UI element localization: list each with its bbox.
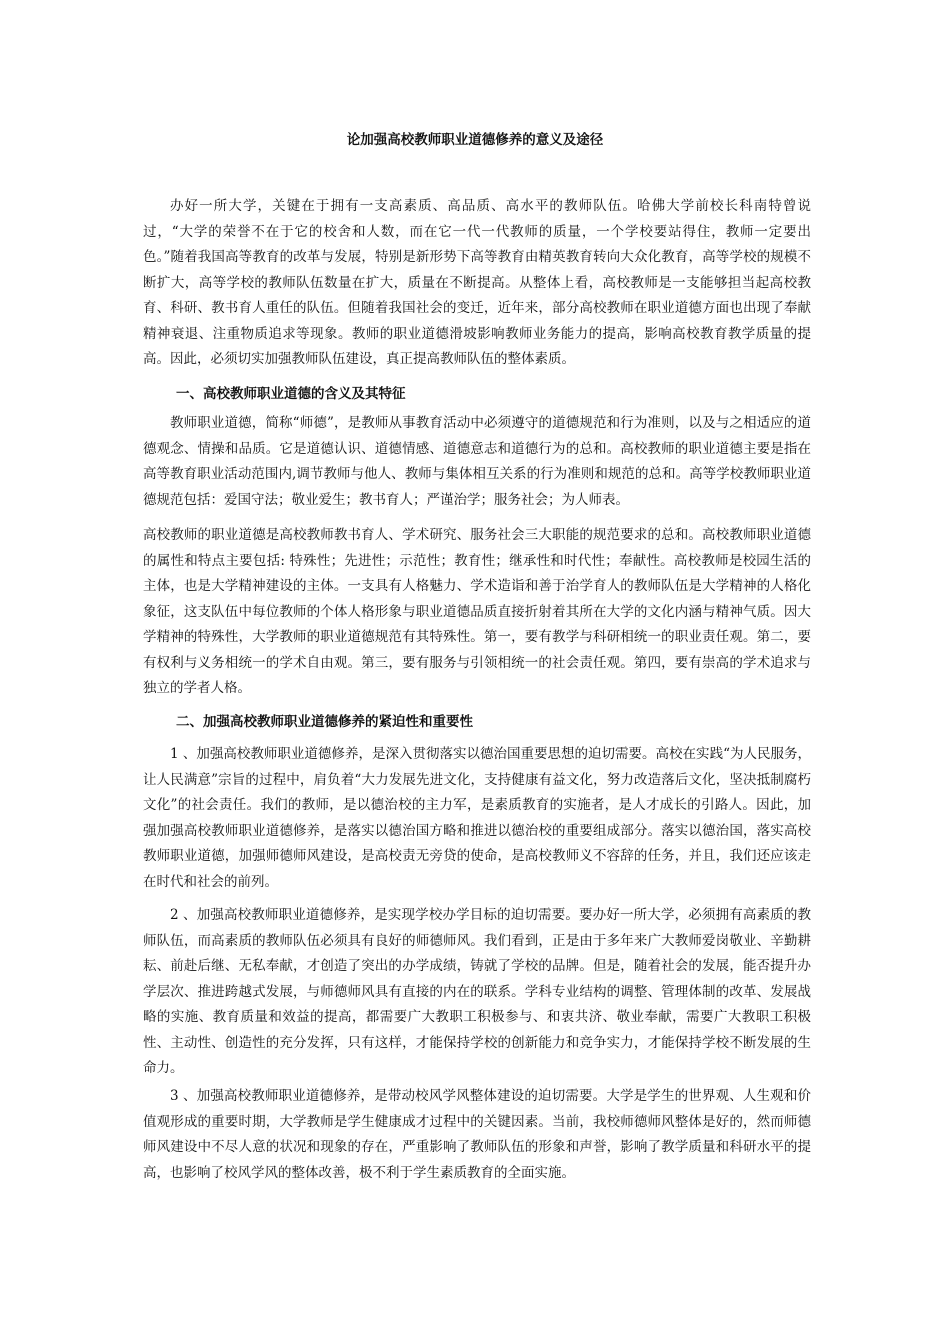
intro-paragraph: 办好一所大学，关键在于拥有一支高素质、高品质、高水平的教师队伍。哈佛大学前校长科南特曾说过，“大学的荣誉不在于它的校舍和人数，而在它一代一代教师的质量，一个学校要站得住，教师一定要出色。”随着我国高等教育的改革与发展，特别是新形势下高等教育由精英教育转向大众化教育，高等学校的规模不断扩大，高等学校的教师队伍数量在扩大，质量在不断提高。从整体上看，高校教师是一支能够担当起高校教育、科研、教书育人重任的队伍。但随着我国社会的变迁，近年来，部分高校教师在职业道德方面也出现了奉献精神衰退、注重物质追求等现象。教师的职业道德滑坡影响教师业务能力的提高，影响高校教育教学质量的提高。因此，必须切实加强教师队伍建设，真正提高教师队伍的整体素质。: [143, 198, 811, 367]
section2-point-2: 2 、加强高校教师职业道德修养，是实现学校办学目标的迫切需要。要办好一所大学，必须拥有高素质的教师队伍，而高素质的教师队伍必须具有良好的师德师风。我们看到，正是由于多年来广大教师爱岗敬业、辛勤耕耘、前赴后继、无私奉献，才创造了突出的办学成绩，铸就了学校的品牌。但是，随着社会的发展，能否提升办学层次、推进跨越式发展，与师德师风具有直接的内在的联系。学科专业结构的调整、管理体制的改革、发展战略的实施、教育质量和效益的提高，都需要广大教职工积极参与、和衷共济、敬业奉献，需要广大教职工积极性、主动性、创造性的充分发挥，只有这样，才能保持学校的创新能力和竞争实力，才能保持学校不断发展的生命力。: [143, 907, 811, 1076]
section-heading-1: 一、高校教师职业道德的含义及其特征: [176, 386, 406, 402]
section1-paragraph-2: 高校教师的职业道德是高校教师教书育人、学术研究、服务社会三大职能的规范要求的总和。高校教师职业道德的属性和特点主要包括: 特殊性；先进性；示范性；教育性；继承性和时代性；奉献性。高校教师是校园生活的主体，也是大学精神建设的主体。一支具有人格魅力、学术造诣和善于治学育人的教师队伍是大学精神的人格化象征，这支队伍中每位教师的个体人格形象与职业道德品质直接折射着其所在大学的文化内涵与精神气质。因大学精神的特殊性，大学教师的职业道德规范有其特殊性。第一，要有教学与科研相统一的职业责任观。第二，要有权利与义务相统一的学术自由观。第三，要有服务与引领相统一的社会责任观。第四，要有崇高的学术追求与独立的学者人格。: [143, 527, 811, 696]
document-title: 论加强高校教师职业道德修养的意义及途径: [346, 132, 604, 148]
section2-point-1: 1 、加强高校教师职业道德修养，是深入贯彻落实以德治国重要思想的迫切需要。高校在实践“为人民服务，让人民满意”宗旨的过程中，肩负着“大力发展先进文化，支持健康有益文化，努力改造落后文化，坚决抵制腐朽文化”的社会责任。我们的教师，是以德治校的主力军，是素质教育的实施者，是人才成长的引路人。因此，加强加强高校教师职业道德修养，是落实以德治国方略和推进以德治校的重要组成部分。落实以德治国，落实高校教师职业道德，加强师德师风建设，是高校责无旁贷的使命，是高校教师义不容辞的任务，并且，我们还应该走在时代和社会的前列。: [143, 746, 811, 890]
section1-paragraph-1: 教师职业道德，简称“师德”，是教师从事教育活动中必须遵守的道德规范和行为准则，以及与之相适应的道德观念、情操和品质。它是道德认识、道德情感、道德意志和道德行为的总和。高校教师的职业道德主要是指在高等教育职业活动范围内,调节教师与他人、教师与集体相互关系的行为准则和规范的总和。高等学校教师职业道德规范包括：爱国守法；敬业爱生；教书育人；严谨治学；服务社会；为人师表。: [143, 415, 811, 508]
section-heading-2: 二、加强高校教师职业道德修养的紧迫性和重要性: [176, 714, 473, 730]
section2-point-3: 3 、加强高校教师职业道德修养，是带动校风学风整体建设的迫切需要。大学是学生的世界观、人生观和价值观形成的重要时期，大学教师是学生健康成才过程中的关键因素。当前，我校师德师风整体是好的，然而师德师风建设中不尽人意的状况和现象的存在，严重影响了教师队伍的形象和声誉，影响了教学质量和科研水平的提高，也影响了校风学风的整体改善，极不利于学生素质教育的全面实施。: [143, 1088, 811, 1181]
